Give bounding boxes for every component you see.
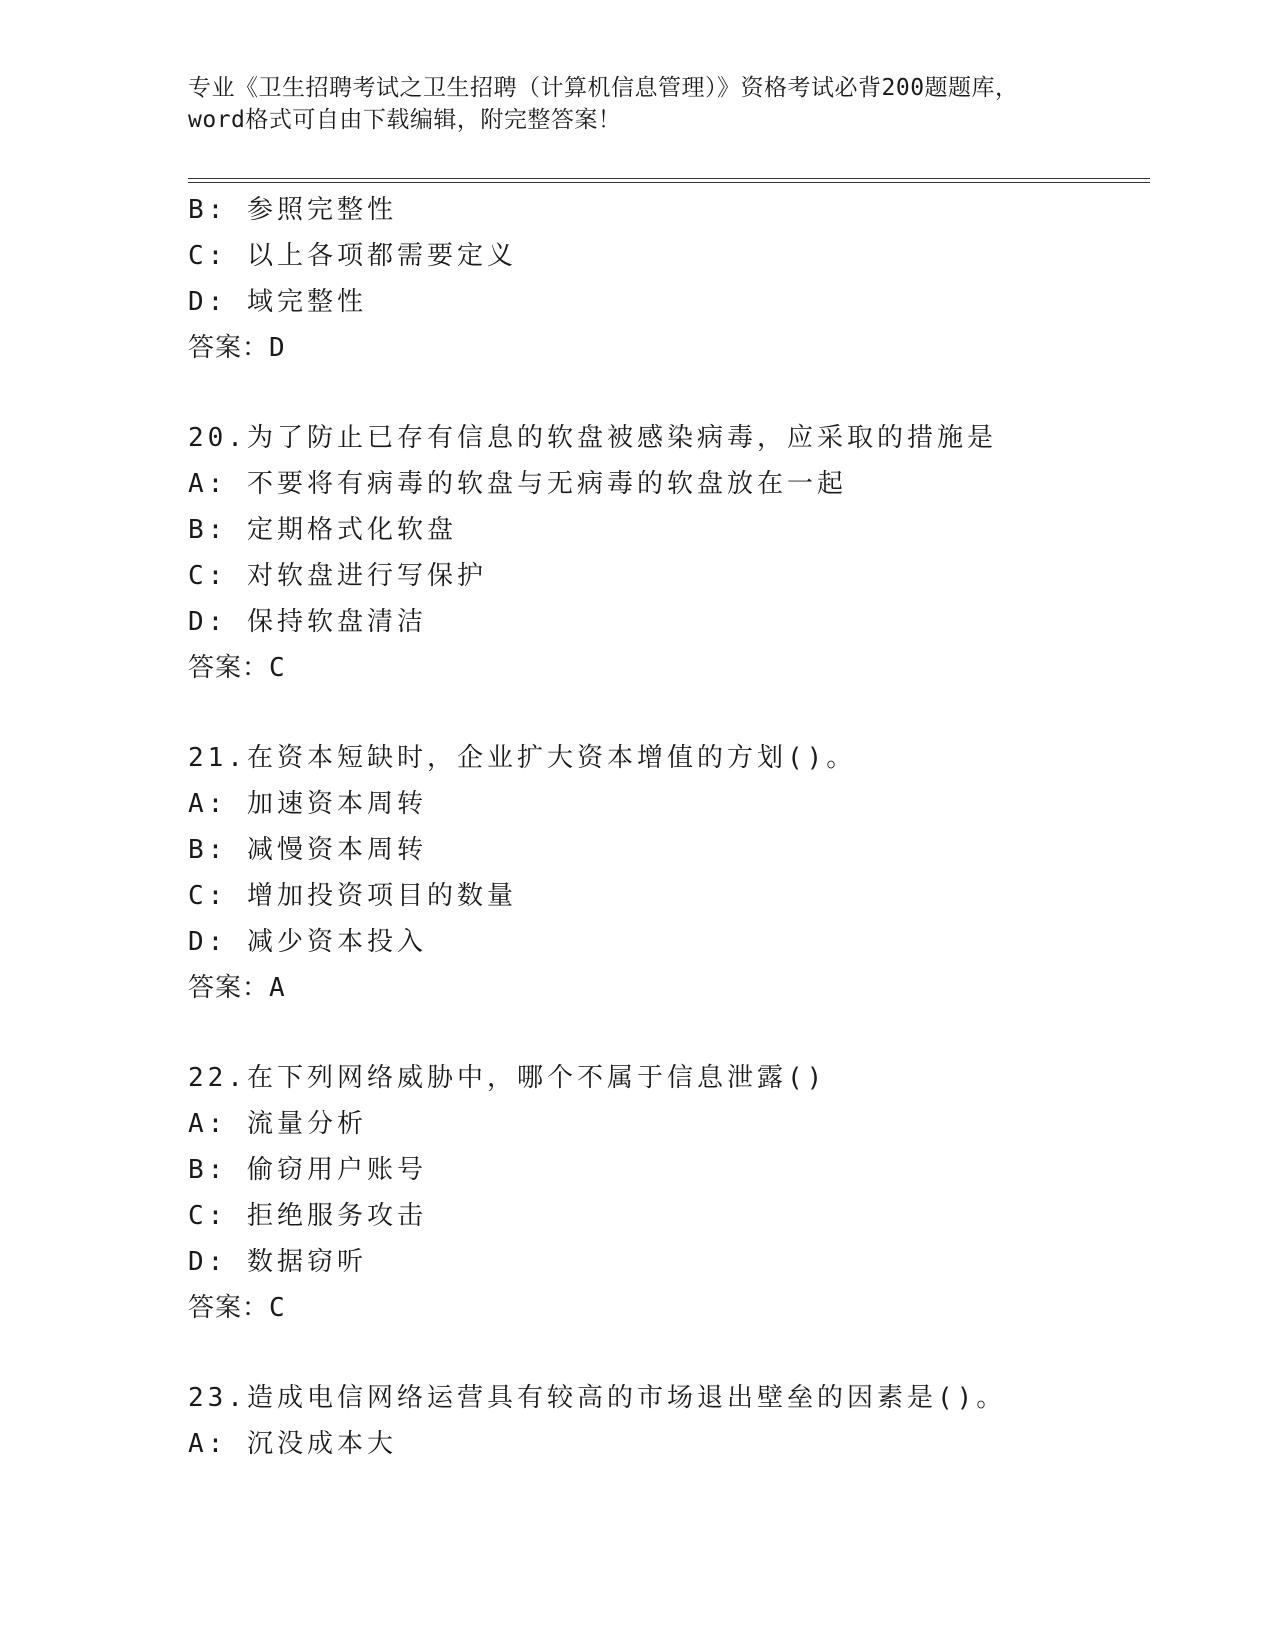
question-23 [188,1375,1138,1467]
option-c: C: 以上各项都需要定义 [188,241,517,271]
question-stem: 23.造成电信网络运营具有较高的市场退出壁垒的因素是()。 [188,1383,1007,1413]
question-22 [188,1055,1138,1331]
option-d: D: 数据窃听 [188,1247,367,1277]
question-stem: 21.在资本短缺时，企业扩大资本增值的方划()。 [188,743,857,773]
option-c: C: 对软盘进行写保护 [188,561,487,591]
answer-line: 答案：D [188,333,286,363]
option-c: C: 增加投资项目的数量 [188,881,517,911]
header-line-2: word格式可自由下载编辑，附完整答案！ [188,107,622,133]
header-line-1: 专业《卫生招聘考试之卫生招聘（计算机信息管理）》资格考试必背200题题库， [188,75,1019,101]
option-b: B: 参照完整性 [188,195,397,225]
option-b: B: 定期格式化软盘 [188,515,457,545]
option-d: D: 域完整性 [188,287,367,317]
header-divider [188,178,1150,183]
answer-line: 答案：A [188,973,286,1003]
document-header [188,72,1088,136]
answer-line: 答案：C [188,653,286,683]
option-b: B: 偷窃用户账号 [188,1155,427,1185]
answer-line: 答案：C [188,1293,286,1323]
question-stem: 20.为了防止已存有信息的软盘被感染病毒，应采取的措施是 [188,423,997,453]
option-a: A: 沉没成本大 [188,1429,397,1459]
question-21 [188,735,1138,1011]
option-a: A: 不要将有病毒的软盘与无病毒的软盘放在一起 [188,469,847,499]
option-a: A: 流量分析 [188,1109,367,1139]
option-a: A: 加速资本周转 [188,789,427,819]
option-b: B: 减慢资本周转 [188,835,427,865]
question-stem: 22.在下列网络威胁中，哪个不属于信息泄露() [188,1063,827,1093]
option-c: C: 拒绝服务攻击 [188,1201,427,1231]
question-continued [188,187,1138,371]
option-d: D: 保持软盘清洁 [188,607,427,637]
question-20 [188,415,1138,691]
option-d: D: 减少资本投入 [188,927,427,957]
question-list [188,187,1138,1467]
